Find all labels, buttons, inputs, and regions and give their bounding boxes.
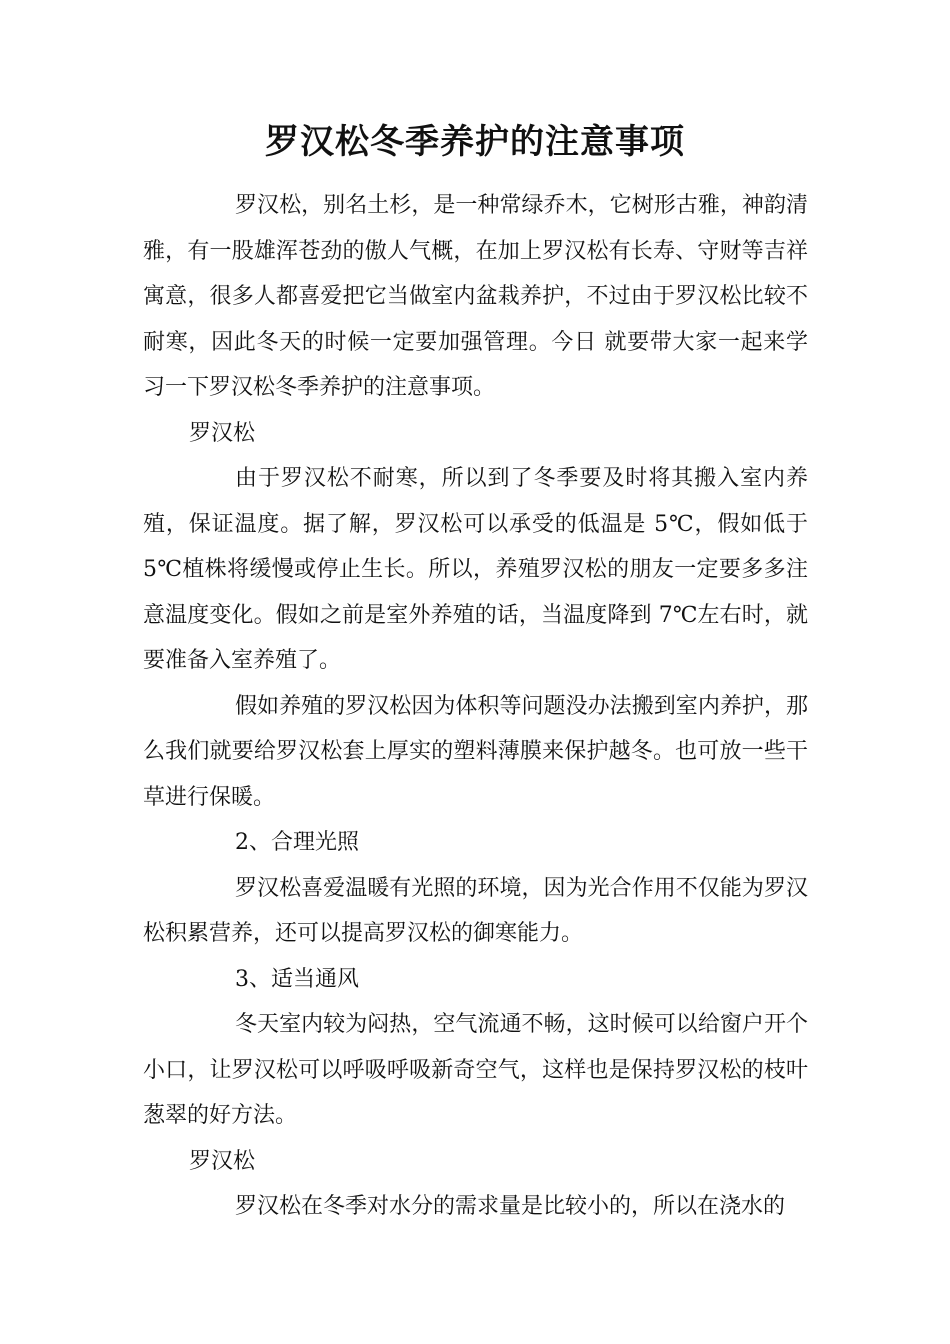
section-label: 罗汉松 [189,420,256,446]
section-label: 罗汉松 [189,1148,256,1174]
paragraph-temperature: 由于罗汉松不耐寒，所以到了冬季要及时将其搬入室内养殖，保证温度。据了解，罗汉松可以承受的低温是 5℃，假如低于 5℃植株将缓慢或停止生长。所以，养殖罗汉松的朋友一定要多多注意温度变化。假如之前是室外养殖的话，当温度降到 7℃左右时，就要准备入室养殖了。 [143,466,808,673]
section-heading-light: 2、合理光照 [235,830,359,855]
page-title: 罗汉松冬季养护的注意事项 [265,122,685,162]
paragraph-ventilation: 冬天室内较为闷热，空气流通不畅，这时候可以给窗户开个小口，让罗汉松可以呼吸呼吸新奇空气，这样也是保持罗汉松的枝叶葱翠的好方法。 [143,1012,808,1128]
paragraph-outdoor-protection: 假如养殖的罗汉松因为体积等问题没办法搬到室内养护，那么我们就要给罗汉松套上厚实的塑料薄膜来保护越冬。也可放一些干草进行保暖。 [143,693,808,810]
paragraph-light: 罗汉松喜爱温暖有光照的环境，因为光合作用不仅能为罗汉松积累营养，还可以提高罗汉松的御寒能力。 [143,875,808,946]
document-body [143,183,808,1230]
paragraph-watering: 罗汉松在冬季对水分的需求量是比较小的，所以在浇水的 [235,1194,786,1219]
paragraph-intro: 罗汉松，别名土杉，是一种常绿乔木，它树形古雅，神韵清雅，有一股雄浑苍劲的傲人气概，在加上罗汉松有长寿、守财等吉祥寓意，很多人都喜爱把它当做室内盆栽养护，不过由于罗汉松比较不耐寒，因此冬天的时候一定要加强管理。今日 就要带大家一起来学习一下罗汉松冬季养护的注意事项。 [143,193,808,400]
section-heading-ventilation: 3、适当通风 [235,966,359,992]
